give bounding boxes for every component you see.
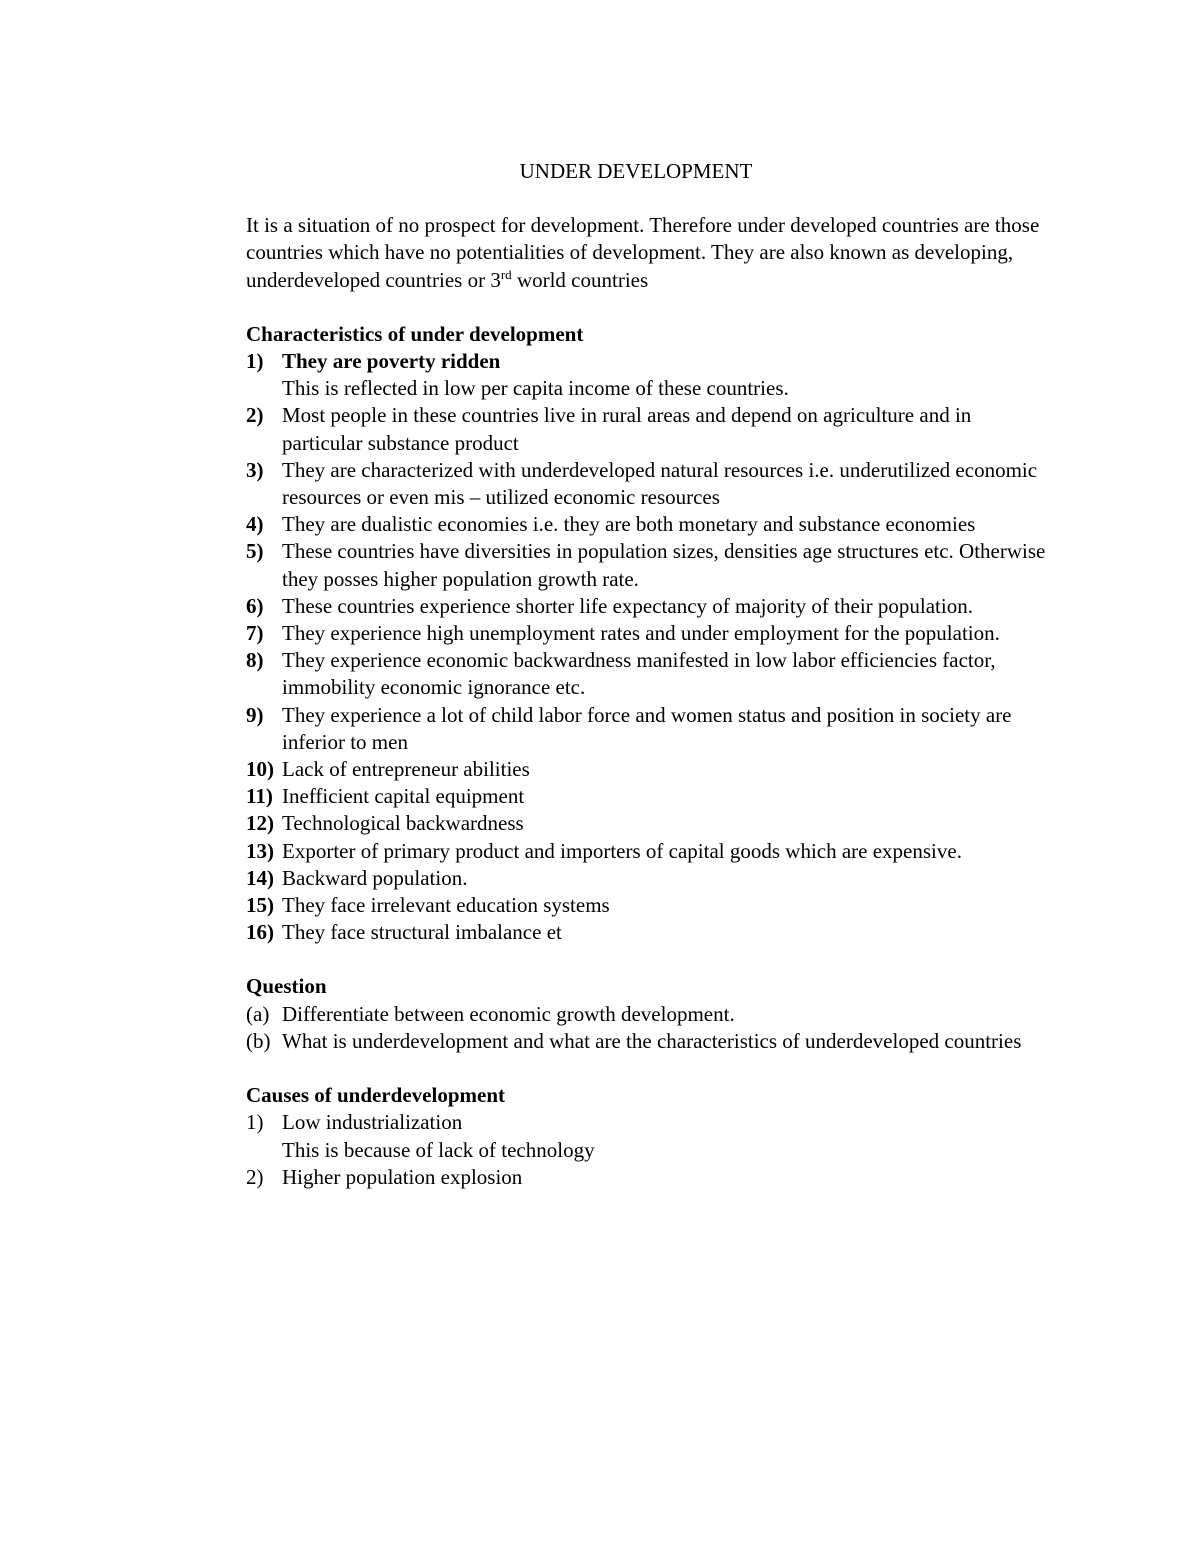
list-item xyxy=(246,457,1046,511)
list-item-text: Inefficient capital equipment xyxy=(282,784,525,809)
list-item-number: 12) xyxy=(246,811,274,836)
list-item xyxy=(246,838,1046,865)
list-item-text: They experience high unemployment rates and under employment for the population. xyxy=(282,621,1000,646)
list-item xyxy=(246,1164,1046,1191)
list-item xyxy=(246,647,1046,701)
list-item-text: Higher population explosion xyxy=(282,1164,523,1189)
characteristics-heading: Characteristics of under development xyxy=(246,321,584,346)
list-item xyxy=(246,1028,1046,1055)
characteristics-list xyxy=(246,348,1046,946)
list-item-number: 6) xyxy=(246,593,264,618)
intro-superscript: rd xyxy=(500,266,512,282)
list-item-text: These countries have diversities in population sizes, densities age structures etc. Otherwise they posses higher population growth rate. xyxy=(282,539,1046,591)
list-item xyxy=(246,511,1046,538)
list-item-text: Low industrialization xyxy=(282,1110,463,1135)
list-item-number: 10) xyxy=(246,757,274,782)
list-item-number: 4) xyxy=(246,512,264,537)
intro-text-end: world countries xyxy=(511,267,649,292)
list-item-text: They are poverty ridden xyxy=(282,349,501,374)
list-item-number: 1) xyxy=(246,1110,264,1135)
list-item-number: 2) xyxy=(246,1164,264,1189)
list-item xyxy=(246,865,1046,892)
causes-heading: Causes of underdevelopment xyxy=(246,1083,506,1108)
spacer xyxy=(246,1055,1046,1082)
list-item-text: Technological backwardness xyxy=(282,811,524,836)
list-item-text: These countries experience shorter life expectancy of majority of their population. xyxy=(282,593,973,618)
list-item-text: Lack of entrepreneur abilities xyxy=(282,757,530,782)
list-item-number: 16) xyxy=(246,920,274,945)
list-item-text: They are characterized with underdeveloped natural resources i.e. underutilized economic resources or even mis – utilized economic resources xyxy=(282,457,1038,510)
list-item-text: They face irrelevant education systems xyxy=(282,893,610,918)
list-item xyxy=(246,620,1046,647)
list-item-number: 2) xyxy=(246,403,264,428)
list-item-text: They face structural imbalance et xyxy=(282,920,562,945)
list-item xyxy=(246,593,1046,620)
list-item-text: Backward population. xyxy=(282,865,468,890)
list-item-number: 9) xyxy=(246,702,264,727)
list-item-number: 11) xyxy=(246,784,273,809)
list-item xyxy=(246,783,1046,810)
list-item-number: 5) xyxy=(246,539,264,564)
document-content xyxy=(246,158,1046,1191)
list-item-text: Exporter of primary product and importers of capital goods which are expensive. xyxy=(282,838,962,863)
intro-text: It is a situation of no prospect for development. Therefore under developed countries are those countries which have no potentialities of development. They are also known as developing, underdeveloped countries or 3 xyxy=(246,213,1040,292)
spacer xyxy=(246,946,1046,973)
intro-paragraph xyxy=(246,212,1046,294)
question-heading: Question xyxy=(246,974,327,999)
list-item-text: They are dualistic economies i.e. they are both monetary and substance economies xyxy=(282,512,976,537)
list-item xyxy=(246,538,1046,592)
causes-list xyxy=(246,1109,1046,1191)
list-item-number: 15) xyxy=(246,893,274,918)
list-item-number: (a) xyxy=(246,1001,270,1026)
question-list xyxy=(246,1001,1046,1055)
list-item xyxy=(246,1001,1046,1028)
list-item xyxy=(246,348,1046,375)
list-item xyxy=(246,702,1046,756)
list-item-text: What is underdevelopment and what are the characteristics of underdeveloped countries xyxy=(282,1028,1022,1053)
list-item-text: Differentiate between economic growth development. xyxy=(282,1001,735,1026)
list-item-text: They experience a lot of child labor force and women status and position in society are inferior to men xyxy=(282,702,1012,754)
list-item-text: Most people in these countries live in rural areas and depend on agriculture and in particular substance product xyxy=(282,403,972,455)
list-item-number: 14) xyxy=(246,865,274,890)
list-item xyxy=(246,892,1046,919)
list-item-number: 7) xyxy=(246,621,264,646)
list-item-number: 8) xyxy=(246,648,264,673)
list-item-number: 13) xyxy=(246,838,274,863)
list-item xyxy=(246,402,1046,456)
list-item-subtext: This is because of lack of technology xyxy=(282,1137,595,1162)
list-item-text: They experience economic backwardness manifested in low labor efficiencies factor, immobility economic ignorance etc. xyxy=(282,648,996,700)
list-item xyxy=(246,810,1046,837)
list-item-number: 1) xyxy=(246,349,264,374)
list-item-subtext: This is reflected in low per capita income of these countries. xyxy=(282,376,789,401)
page-title: UNDER DEVELOPMENT xyxy=(519,159,753,183)
list-item-number: 3) xyxy=(246,457,264,482)
list-item xyxy=(246,919,1046,946)
list-item xyxy=(246,756,1046,783)
list-item xyxy=(246,1109,1046,1136)
list-item-number: (b) xyxy=(246,1028,271,1053)
